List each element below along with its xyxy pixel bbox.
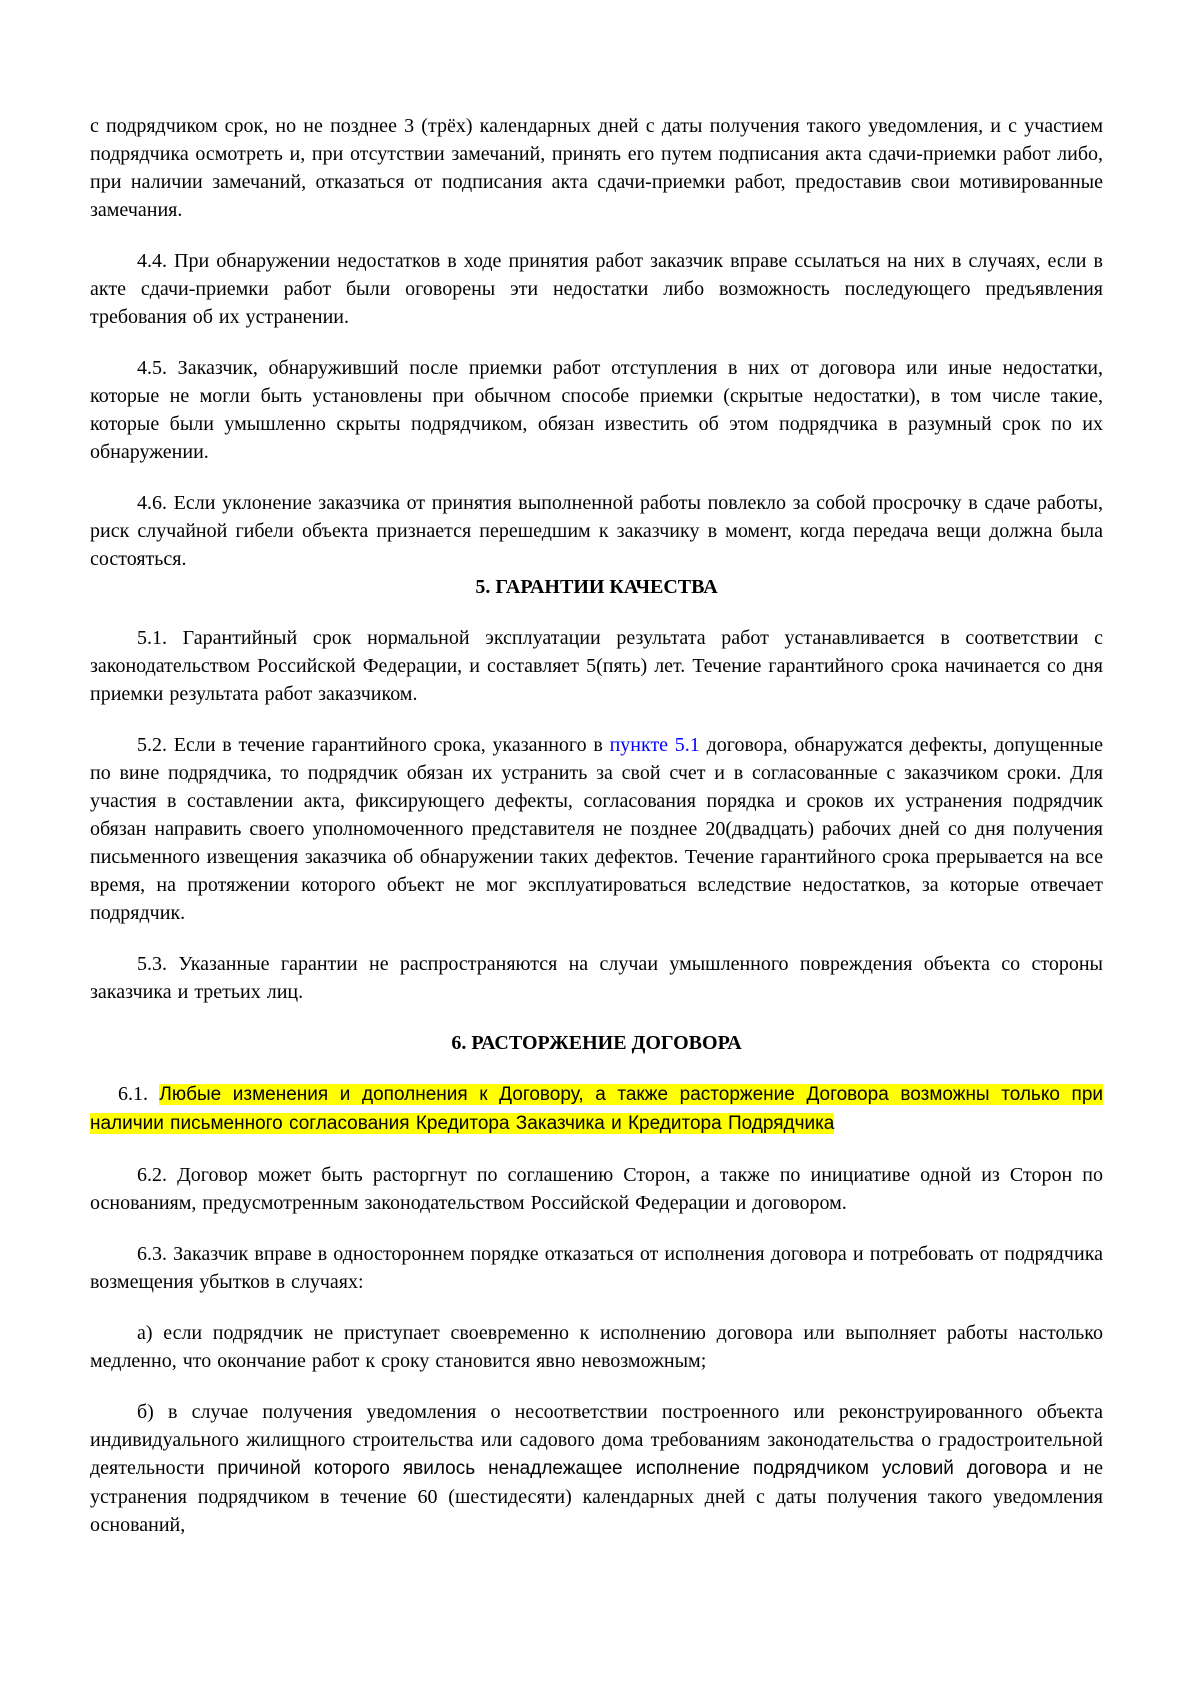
text-segment: 4.6. Если уклонение заказчика от принятия выполненной работы повлекло за собой просрочку в сдаче работы, риск случайной гибели объекта признается перешедшим к заказчику в момент, когда передача вещи должна была состояться. [90, 492, 1103, 570]
text-segment: 6.2. Договор может быть расторгнут по соглашению Сторон, а также по инициативе одной из Сторон по основаниям, предусмотренным законодательством Российской Федерации и договором. [90, 1164, 1103, 1214]
paragraph-6-3 [90, 1240, 1103, 1296]
paragraph-5-3 [90, 950, 1103, 1006]
text-segment: причиной которого явилось ненадлежащее исполнение подрядчиком условий договора [217, 1458, 1048, 1479]
paragraph-5-1 [90, 624, 1103, 708]
heading-section-6 [90, 1029, 1103, 1057]
paragraph-4-6 [90, 489, 1103, 573]
text-segment: 5.3. Указанные гарантии не распространяются на случаи умышленного повреждения объекта со стороны заказчика и третьих лиц. [90, 953, 1103, 1003]
paragraph-6-3-a [90, 1319, 1103, 1375]
paragraph-6-1 [90, 1080, 1103, 1138]
text-segment: 5.2. Если в течение гарантийного срока, указанного в [137, 734, 610, 756]
text-segment: 5. ГАРАНТИИ КАЧЕСТВА [475, 576, 718, 598]
heading-section-5 [90, 573, 1103, 601]
text-segment: а) если подрядчик не приступает своевременно к исполнению договора или выполняет работы настолько медленно, что окончание работ к сроку становится явно невозможным; [90, 1322, 1103, 1372]
paragraph-4-5 [90, 354, 1103, 466]
paragraph-5-2 [90, 731, 1103, 927]
text-segment: 4.4. При обнаружении недостатков в ходе принятия работ заказчик вправе ссылаться на них в случаях, если в акте сдачи-приемки работ были оговорены эти недостатки либо возможность последующего предъявления требования об их устранении. [90, 250, 1103, 328]
text-segment: 5.1. Гарантийный срок нормальной эксплуатации результата работ устанавливается в соответствии с законодательством Российской Федерации, и составляет 5(пять) лет. Течение гарантийного срока начинается со дня приемки результата работ заказчиком. [90, 627, 1103, 705]
text-segment: б) в случае получения уведомления о несоответствии построенного или реконструированного объекта индивидуального жилищного строительства или садового дома требованиям законодательства о градостроительной деятельности [90, 1401, 1103, 1479]
paragraph-4-3-continuation [90, 112, 1103, 224]
cross-reference-link[interactable]: пункте 5.1 [609, 734, 700, 756]
paragraph-4-4 [90, 247, 1103, 331]
text-segment: 6.1. [118, 1083, 160, 1105]
text-segment: договора, обнаружатся дефекты, допущенные по вине подрядчика, то подрядчик обязан их устранить за свой счет и в согласованные с заказчиком сроки. Для участия в составлении акта, фиксирующего дефекты, согласования порядка и сроков их устранения подрядчик обязан направить своего уполномоченного представителя не позднее 20(двадцать) рабочих дней со дня получения письменного извещения заказчика об обнаружении таких дефектов. Течение гарантийного срока прерывается на все время, на протяжении которого объект не мог эксплуатироваться вследствие недостатков, за которые отвечает подрядчик. [90, 734, 1103, 924]
text-segment: с подрядчиком срок, но не позднее 3 (трёх) календарных дней с даты получения такого уведомления, и с участием подрядчика осмотреть и, при отсутствии замечаний, принять его путем подписания акта сдачи-приемки работ либо, при наличии замечаний, отказаться от подписания акта сдачи-приемки работ, предоставив свои мотивированные замечания. [90, 115, 1103, 221]
text-segment: и не устранения подрядчиком в течение 60 (шестидесяти) календарных дней с даты получения такого уведомления оснований, [90, 1457, 1103, 1536]
highlighted-text: Любые изменения и дополнения к Договору, а также расторжение Договора возможны только при наличии письменного согласования Кредитора Заказчика и Кредитора Подрядчика [90, 1084, 1103, 1134]
text-segment: 4.5. Заказчик, обнаруживший после приемки работ отступления в них от договора или иные недостатки, которые не могли быть установлены при обычном способе приемки (скрытые недостатки), в том числе такие, которые были умышленно скрыты подрядчиком, обязан известить об этом подрядчика в разумный срок по их обнаружении. [90, 357, 1103, 463]
text-segment: 6.3. Заказчик вправе в одностороннем порядке отказаться от исполнения договора и потребовать от подрядчика возмещения убытков в случаях: [90, 1243, 1103, 1293]
text-segment: 6. РАСТОРЖЕНИЕ ДОГОВОРА [451, 1032, 742, 1054]
paragraph-6-3-b [90, 1398, 1103, 1539]
document-body [90, 112, 1103, 1539]
paragraph-6-2 [90, 1161, 1103, 1217]
